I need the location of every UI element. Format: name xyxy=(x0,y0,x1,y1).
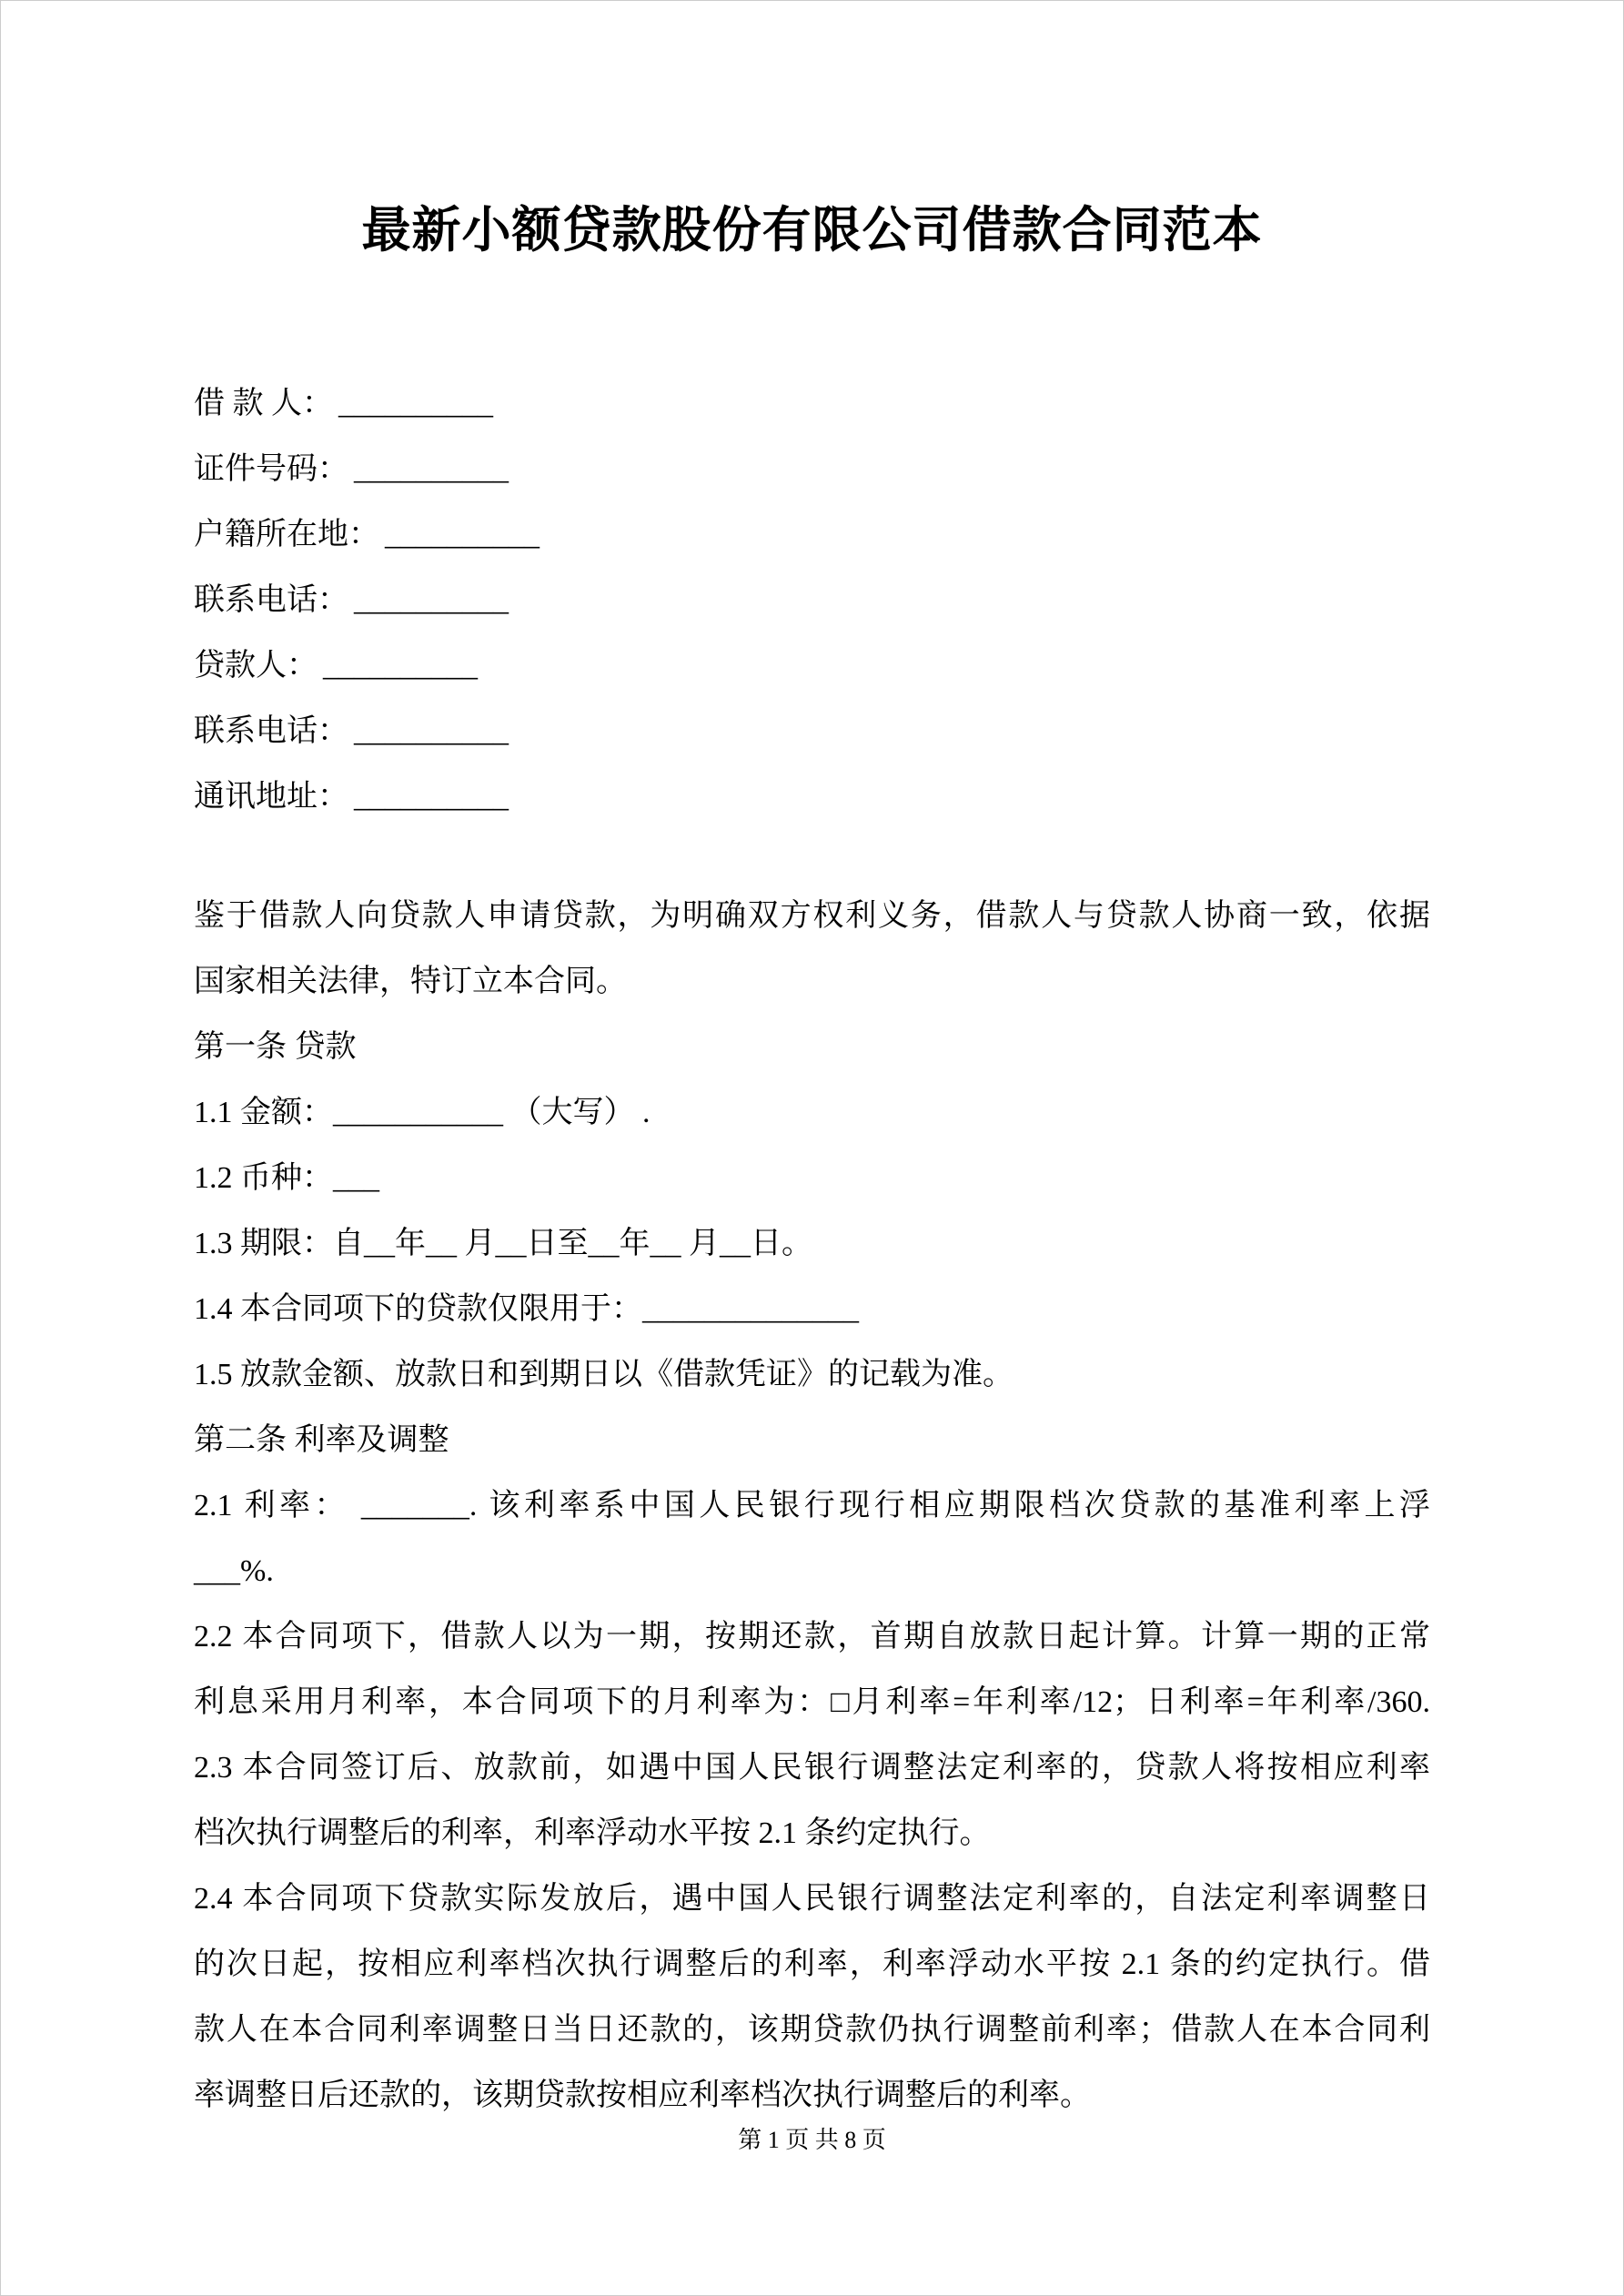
field-blank: __________ xyxy=(354,452,509,486)
form-field-lender xyxy=(194,633,1430,699)
clause-2-1-continued: ___%. xyxy=(194,1554,274,1588)
clause-2-3-continued: 档次执行调整后的利率，利率浮动水平按 2.1 条约定执行。 xyxy=(194,1816,991,1850)
clause-1-4: 1.4 本合同项下的贷款仅限用于：______________ xyxy=(194,1292,859,1326)
clause-2-2-continued: 利息采用月利率，本合同项下的月利率为：□月利率=年利率/12；日利率=年利率/360. xyxy=(194,1685,1430,1719)
document-title: 最新小额贷款股份有限公司借款合同范本 xyxy=(361,203,1263,258)
party-info-form xyxy=(194,371,1430,830)
clause-1-3: 1.3 期限：自__年__ 月__日至__年__ 月__日。 xyxy=(194,1227,812,1260)
field-label: 联系电话： xyxy=(194,714,348,748)
clause-2-4-continued: 款人在本合同利率调整日当日还款的，该期贷款仍执行调整前利率；借款人在本合同利 xyxy=(194,2013,1430,2047)
clause-2-4-continued: 的次日起，按相应利率档次执行调整后的利率，利率浮动水平按 2.1 条的约定执行。借 xyxy=(194,1947,1430,1981)
body-line: 国家相关法律，特订立本合同。 xyxy=(194,965,627,998)
field-label: 联系电话： xyxy=(194,583,348,617)
field-blank: __________ xyxy=(338,387,493,420)
form-field-registered-residence xyxy=(194,502,1430,568)
contract-body xyxy=(194,884,1430,2129)
section-heading-article-2: 第二条 利率及调整 xyxy=(194,1423,449,1457)
form-field-borrower xyxy=(194,371,1430,437)
clause-1-1: 1.1 金额：___________ （大写） . xyxy=(194,1096,651,1129)
clause-2-2: 2.2 本合同项下，借款人以为一期，按期还款，首期自放款日起计算。计算一期的正常 xyxy=(194,1620,1430,1654)
field-label: 通讯地址： xyxy=(194,780,348,814)
clause-1-2: 1.2 币种：___ xyxy=(194,1161,379,1195)
form-field-mailing-address xyxy=(194,764,1430,830)
field-blank: __________ xyxy=(385,518,540,551)
body-line: 鉴于借款人向贷款人申请贷款，为明确双方权利义务，借款人与贷款人协商一致，依据 xyxy=(194,899,1430,933)
clause-2-4: 2.4 本合同项下贷款实际发放后，遇中国人民银行调整法定利率的，自法定利率调整日 xyxy=(194,1882,1430,1916)
field-blank: __________ xyxy=(354,583,509,617)
page-number-indicator: 第 1 页 共 8 页 xyxy=(738,2127,886,2153)
field-blank: __________ xyxy=(323,649,478,683)
field-blank: __________ xyxy=(354,780,509,814)
form-field-id-number xyxy=(194,437,1430,502)
clause-1-5: 1.5 放款金额、放款日和到期日以《借款凭证》的记载为准。 xyxy=(194,1358,1014,1391)
field-label: 贷款人： xyxy=(194,649,318,683)
clause-2-3: 2.3 本合同签订后、放款前，如遇中国人民银行调整法定利率的，贷款人将按相应利率 xyxy=(194,1751,1430,1785)
form-field-lender-phone xyxy=(194,699,1430,764)
clause-2-1: 2.1 利率： _______. 该利率系中国人民银行现行相应期限档次贷款的基准利率上浮 xyxy=(194,1489,1430,1522)
field-label: 借 款 人： xyxy=(194,387,333,420)
clause-2-4-continued: 率调整日后还款的，该期贷款按相应利率档次执行调整后的利率。 xyxy=(194,2079,1091,2112)
section-heading-article-1: 第一条 贷款 xyxy=(194,1030,357,1064)
field-label: 证件号码： xyxy=(194,452,348,486)
field-blank: __________ xyxy=(354,714,509,748)
form-field-borrower-phone xyxy=(194,568,1430,633)
field-label: 户籍所在地： xyxy=(194,518,379,551)
